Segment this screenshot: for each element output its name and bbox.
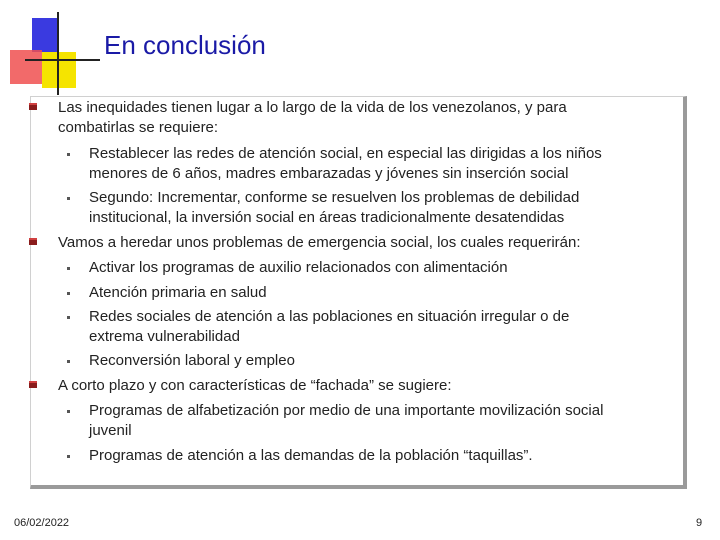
sub-bullet-text: Activar los programas de auxilio relacionados con alimentación — [89, 259, 508, 276]
sub-bullet-text: Segundo: Incrementar, conforme se resuelven los problemas de debilidad — [89, 189, 580, 206]
sub-bullet-text: menores de 6 años, madres embarazadas y jóvenes sin inserción social — [89, 165, 569, 182]
bullet-text: Las inequidades tienen lugar a lo largo de la vida de los venezolanos, y para — [58, 99, 567, 116]
sub-bullet-icon — [67, 267, 70, 270]
sub-bullet-icon — [67, 197, 70, 200]
sub-bullet-icon — [67, 292, 70, 295]
sub-bullet-icon — [67, 153, 70, 156]
sub-bullet-text: Programas de alfabetización por medio de una importante movilización social — [89, 402, 604, 419]
sub-bullet-text: Reconversión laboral y empleo — [89, 352, 295, 369]
sub-bullet-text: juvenil — [89, 422, 132, 439]
bullet-text: Vamos a heredar unos problemas de emergencia social, los cuales requerirán: — [58, 234, 581, 251]
bullet-icon — [29, 103, 37, 110]
slide-title: En conclusión — [104, 30, 266, 60]
bullet-icon — [29, 381, 37, 388]
sub-bullet-icon — [67, 455, 70, 458]
bullet-text: combatirlas se requiere: — [58, 119, 219, 136]
sub-bullet-text: Atención primaria en salud — [89, 284, 267, 301]
sub-bullet-icon — [67, 410, 70, 413]
sub-bullet-icon — [67, 360, 70, 363]
sub-bullet-text: extrema vulnerabilidad — [89, 328, 240, 345]
bullet-icon — [29, 238, 37, 245]
sub-bullet-text: institucional, la inversión social en áreas tradicionalmente desatendidas — [89, 209, 565, 226]
slide-logo — [0, 0, 100, 100]
footer-date: 06/02/2022 — [14, 517, 70, 529]
page-number: 9 — [696, 517, 703, 529]
bullet-text: A corto plazo y con características de “fachada” se sugiere: — [58, 377, 452, 394]
sub-bullet-text: Redes sociales de atención a las poblaciones en situación irregular o de — [89, 308, 570, 325]
sub-bullet-text: Restablecer las redes de atención social, en especial las dirigidas a los niños — [89, 145, 602, 162]
sub-bullet-icon — [67, 316, 70, 319]
sub-bullet-text: Programas de atención a las demandas de la población “taquillas”. — [89, 447, 533, 464]
